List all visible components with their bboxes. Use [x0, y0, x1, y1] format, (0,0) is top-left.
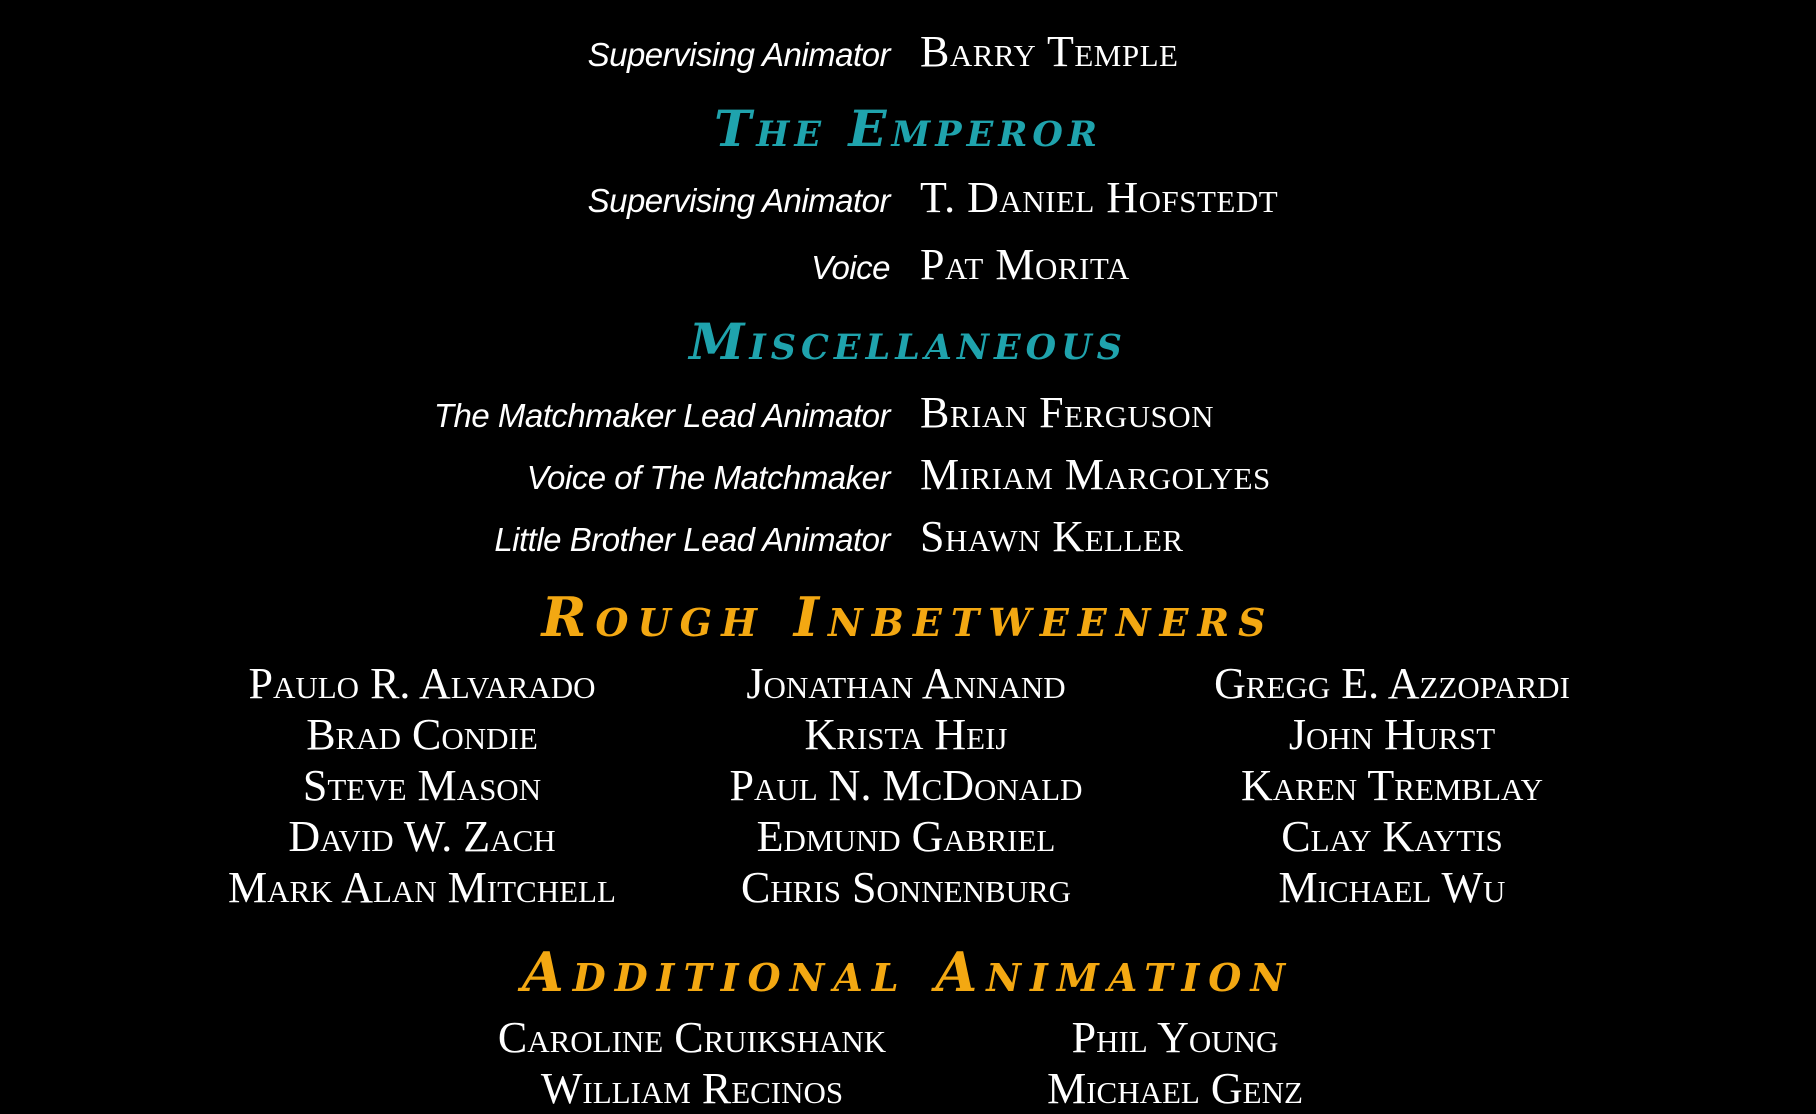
section-heading-rough-inbetweeners: Rough Inbetweeners	[541, 585, 1275, 649]
credit-name: Paul N. McDonald	[729, 761, 1083, 810]
credit-role: Voice	[811, 249, 890, 286]
credit-row	[0, 158, 1816, 228]
credit-name: William Recinos	[540, 1064, 844, 1113]
credit-name: David W. Zach	[288, 812, 556, 861]
credit-name: Paulo R. Alvarado	[248, 659, 596, 708]
credit-name: Gregg E. Azzopardi	[1214, 659, 1570, 708]
credit-name: Michael Genz	[1047, 1064, 1303, 1113]
credit-name: Shawn Keller	[920, 512, 1184, 561]
credit-name: Barry Temple	[920, 27, 1179, 76]
credit-name: Edmund Gabriel	[756, 812, 1056, 861]
credit-name: T. Daniel Hofstedt	[920, 173, 1279, 222]
credit-name: Steve Mason	[302, 761, 542, 810]
credit-role: Little Brother Lead Animator	[494, 521, 890, 558]
credit-name: Pat Morita	[920, 240, 1130, 289]
credit-row	[0, 435, 1816, 505]
section-heading-additional-animation: Additional Animation	[521, 940, 1295, 1004]
credit-row	[0, 12, 1816, 82]
credit-row	[0, 225, 1816, 295]
credit-role: The Matchmaker Lead Animator	[433, 397, 890, 434]
credit-name: Clay Kaytis	[1281, 812, 1503, 861]
credit-name: Karen Tremblay	[1241, 761, 1543, 810]
credit-name: Michael Wu	[1278, 863, 1506, 912]
credit-row	[0, 373, 1816, 443]
credit-name: John Hurst	[1288, 710, 1496, 759]
name-column	[1132, 658, 1652, 913]
credit-name: Miriam Margolyes	[920, 450, 1271, 499]
credit-name: Chris Sonnenburg	[740, 863, 1072, 912]
section-heading-emperor: The Emperor	[714, 99, 1102, 158]
credit-name: Brad Condie	[306, 710, 538, 759]
section-heading-miscellaneous: Miscellaneous	[689, 312, 1127, 371]
name-column	[646, 658, 1166, 913]
credit-name: Brian Ferguson	[920, 388, 1214, 437]
credit-name: Caroline Cruikshank	[497, 1013, 887, 1062]
credit-name: Jonathan Annand	[746, 659, 1066, 708]
name-column	[162, 658, 682, 913]
credit-role: Supervising Animator	[587, 182, 890, 219]
credit-name: Phil Young	[1071, 1013, 1279, 1062]
credit-name: Krista Heij	[804, 710, 1008, 759]
credit-row	[0, 497, 1816, 567]
credit-role: Voice of The Matchmaker	[526, 459, 890, 496]
credit-name: Mark Alan Mitchell	[228, 863, 616, 912]
credit-role: Supervising Animator	[587, 36, 890, 73]
